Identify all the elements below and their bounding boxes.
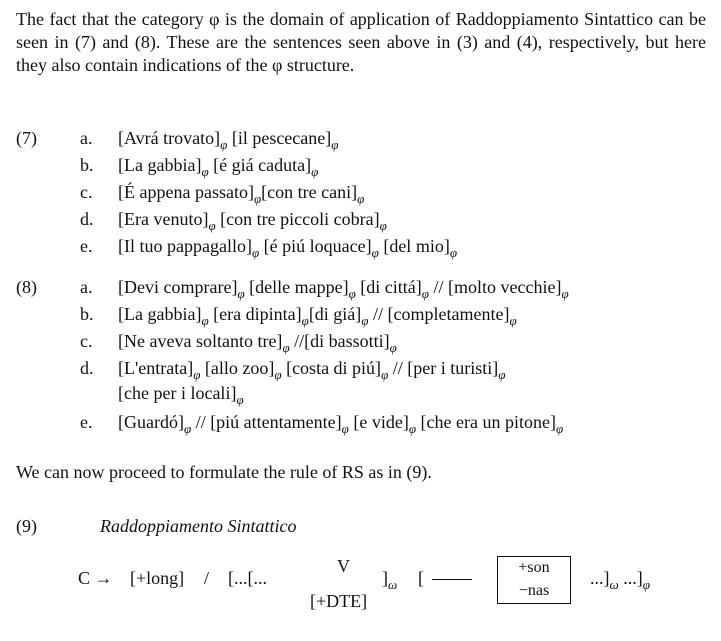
- example-number: (7): [16, 128, 37, 148]
- rule-vowel-feature: [+DTE]: [310, 591, 368, 611]
- example-sentence-continuation: [che per i $locali]_\varphi$: [118, 383, 244, 407]
- rule-omega-close: ]$_\omega$: [382, 568, 398, 592]
- example-letter: a.: [80, 128, 93, 148]
- example-letter: e.: [80, 236, 93, 256]
- rule-context-open: [...[...: [228, 568, 267, 588]
- rule-number: (9): [16, 516, 37, 536]
- example-row: [0, 155, 721, 179]
- example-letter: c.: [80, 331, 93, 351]
- example-row: [0, 182, 721, 206]
- example-letter: b.: [80, 155, 94, 175]
- intro-paragraph: The fact that the category φ is the domain of application of Raddoppiamento Sintattico can be seen in (7) and (8). These are the sentences seen above in (3) and (4), respectively, but here they also contain indications of the φ structure.: [16, 9, 706, 75]
- rule-target-blank: [432, 568, 472, 589]
- rule-formula: [0, 556, 721, 636]
- example-sentence: [Ne aveva soltanto $tre]_\varphi$ //[di $bassotti]_\varphi$: [118, 331, 397, 355]
- example-row: [0, 331, 721, 355]
- example-sentence: [Era $venuto]_\varphi$ [con tre piccoli $cobra]_\varphi$: [118, 209, 387, 233]
- example-row: [0, 209, 721, 233]
- example-sentence: [Devi $comprare]_\varphi$ [delle $mappe]_\varphi$ [di $cittá]_\varphi$ // [molto $vecchie]_\varphi$: [118, 277, 569, 301]
- example-row: [0, 304, 721, 328]
- example-row: [0, 128, 721, 152]
- example-letter: d.: [80, 209, 94, 229]
- example-row: [0, 358, 721, 382]
- example-sentence: [É appena $passato]_\varphi[con$ tre $cani]_\varphi$: [118, 182, 365, 206]
- example-sentence: [Avrá $trovato]_\varphi$ [il $pescecane]_\varphi$: [118, 128, 339, 152]
- example-row-continuation: [0, 383, 721, 407]
- matrix-feature-top: +son: [518, 559, 550, 576]
- example-sentence: $[L'entrata]_\varphi$ [allo $zoo]_\varphi$ [costa di $piú]_\varphi // [per$ i $turisti]_\varphi$: [118, 358, 506, 382]
- example-row: [0, 277, 721, 301]
- rule-slash: /: [204, 568, 210, 588]
- rule-open-bracket: [: [418, 568, 424, 588]
- example-sentence: [La $gabbia]_\varphi$ [é giá $caduta]_\varphi$: [118, 155, 319, 179]
- feature-matrix: [497, 556, 571, 604]
- example-row: [0, 412, 721, 436]
- rule-tail: $...]_\omega$ $...]_\varphi$: [590, 568, 650, 592]
- rule-lhs: C →: [78, 568, 113, 588]
- rule-vowel: V: [337, 556, 350, 576]
- rule-feature: [+long]: [130, 568, 185, 588]
- example-letter: b.: [80, 304, 94, 324]
- example-row: [0, 236, 721, 260]
- example-letter: e.: [80, 412, 93, 432]
- example-letter: a.: [80, 277, 93, 297]
- example-letter: c.: [80, 182, 93, 202]
- rule-title: Raddoppiamento Sintattico: [100, 516, 297, 536]
- example-number: (8): [16, 277, 37, 297]
- example-sentence: [La $gabbia]_\varphi$ [era $dipinta]_\varphi[di$ $giá]_\varphi$ // $[completamente]_\varphi$: [118, 304, 517, 328]
- example-sentence: [Il tuo $pappagallo]_\varphi$ [é piú $loquace]_\varphi$ [del $mio]_\varphi$: [118, 236, 458, 260]
- example-sentence: $[Guardó]_\varphi$ // [piú $attentamente]_\varphi$ [e $vide]_\varphi$ [che era un $pitone]_\varphi$: [118, 412, 564, 436]
- matrix-feature-bottom: −nas: [518, 582, 550, 599]
- example-letter: d.: [80, 358, 94, 378]
- closing-paragraph: We can now proceed to formulate the rule of RS as in (9).: [16, 462, 432, 482]
